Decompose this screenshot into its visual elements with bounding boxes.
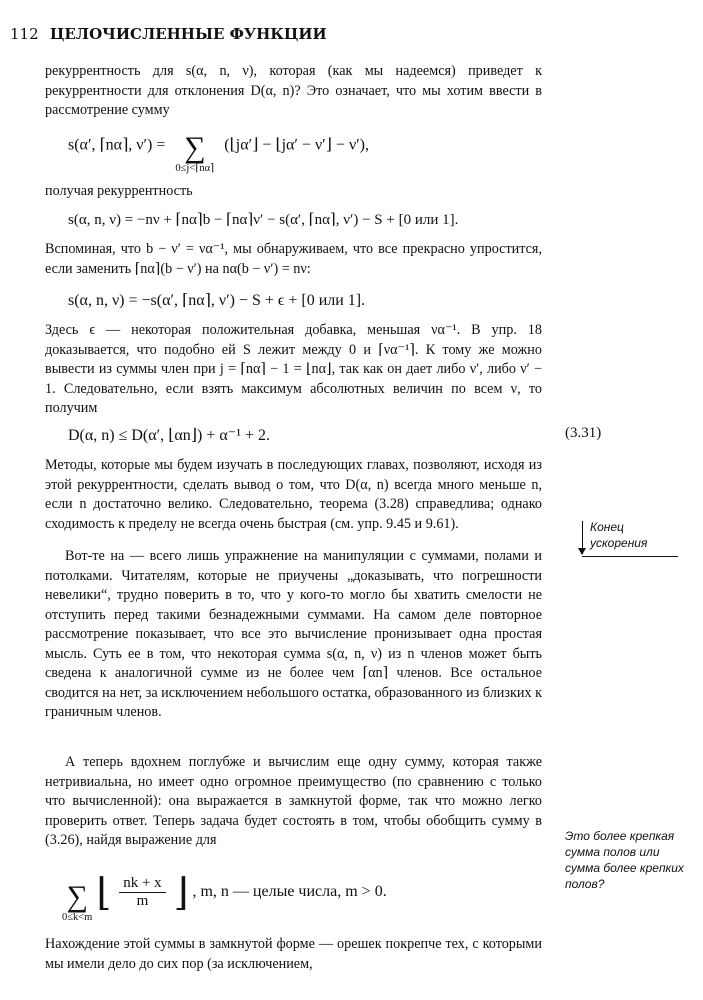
equation-1-lhs: s(α′, ⌈nα⌉, ν′) = xyxy=(68,136,166,154)
equation-3: s(α, n, ν) = −s(α′, ⌈nα⌉, ν′) − S + ϵ + [0 или 1]. xyxy=(68,292,366,309)
paragraph-6: Вот-те на — всего лишь упражнение на манипуляции с суммами, полами и потолками. Читателям, которые не приучены „доказывать, что погрешности невелики“, трудно поверить в то, что у кого-то могло бы хватить смелости не отступить перед такими безнадежными суммами. На самом деле повторное рассмотрение показывает, что все это вычисление пронизывает одна простая мысль. Суть ее в том, что некоторая сумма s(α, n, ν) из n членов может быть сведена к аналогичной сумме из не более чем ⌈αn⌉ членов. Все остальное сводится на нет, за исключением небольшого остатка, образованного из близких к граничным членов. xyxy=(45,548,542,720)
sum-sign-2 xyxy=(62,879,93,924)
fraction-denominator: m xyxy=(136,893,149,909)
sigma-symbol: ∑ xyxy=(184,131,206,164)
equation-1 xyxy=(68,125,370,174)
equation-1-rhs: (⌊jα′⌋ − ⌊jα′ − ν′⌋ − ν′), xyxy=(224,136,370,154)
margin-horizontal-rule xyxy=(582,556,678,557)
margin-note-question: Это более крепкая сумма полов или сумма более крепких полов? xyxy=(565,829,684,891)
equation-4-body: D(α, n) ≤ D(α′, ⌊αn⌋) + α⁻¹ + 2. xyxy=(68,427,271,444)
paragraph-7: А теперь вдохнем поглубже и вычислим еще одну сумму, которая также нетривиальна, но имеет одно огромное преимущество (по сравнению с только что вычисленной): она выражается в замкнутой форме, так что можно легко проверить ответ. Теперь задача будет состоять в том, чтобы обобщить сумму в (3.26), найдя выражение для xyxy=(45,754,542,848)
equation-4 xyxy=(68,425,658,445)
page-number: 112 xyxy=(10,25,39,43)
paragraph-2: получая рекуррентность xyxy=(45,183,193,199)
margin-note-end-acceleration xyxy=(582,519,682,551)
equation-5 xyxy=(62,870,387,923)
paragraph-3: Вспоминая, что b − ν′ = να⁻¹, мы обнаруживаем, что все прекрасно упростится, если заменить ⌈nα⌉(b − ν′) на nα(b − ν′) = nν: xyxy=(45,241,542,277)
paragraph-8: Нахождение этой суммы в замкнутой форме — орешек покрепче тех, с которыми мы имели дело до сих пор (за исключением, xyxy=(45,936,542,972)
fraction xyxy=(119,875,165,910)
equation-2: s(α, n, ν) = −nν + ⌈nα⌉b − ⌈nα⌉ν′ − s(α′, ⌈nα⌉, ν′) − S + [0 или 1]. xyxy=(68,212,459,228)
sum-sign-1 xyxy=(175,133,214,175)
fraction-numerator: nk + x xyxy=(119,875,165,893)
left-floor-bracket: ⌊ xyxy=(96,872,112,914)
running-header xyxy=(10,25,570,43)
equation-1-limits: 0≤j<⌈nα⌉ xyxy=(175,163,215,174)
margin-note-line-1: Конец xyxy=(590,520,624,534)
paragraph-1: рекуррентность для s(α, n, ν), которая (как мы надеемся) приведет к рекуррентности для отклонения D(α, n)? Это означает, что мы хотим ввести в рассмотрение сумму xyxy=(45,63,542,118)
down-arrow-icon xyxy=(578,548,586,555)
running-title: ЦЕЛОЧИСЛЕННЫЕ ФУНКЦИИ xyxy=(49,25,327,43)
paragraph-4: Здесь ϵ — некоторая положительная добавка, меньшая να⁻¹. В упр. 18 доказывается, что подобно ей S лежит между 0 и ⌈να⁻¹⌉. К тому же можно вывести из суммы член при j = ⌈nα⌉ − 1 = ⌊nα⌋, так как он дает либо ν′, либо ν′ − 1. Следовательно, если взять максимум абсолютных величин по всем ν, то получим xyxy=(45,322,542,416)
equation-5-limits: 0≤k<m xyxy=(62,911,93,923)
margin-note-line-2: ускорения xyxy=(590,536,648,550)
equation-4-number: (3.31) xyxy=(565,425,602,441)
sigma-symbol-2: ∑ xyxy=(66,879,88,913)
right-floor-bracket: ⌋ xyxy=(173,872,189,914)
equation-5-rhs: , m, n — целые числа, m > 0. xyxy=(192,883,387,901)
paragraph-5: Методы, которые мы будем изучать в последующих главах, позволяют, исходя из этой рекуррентности, сделать вывод о том, что D(α, n) всегда много меньше n, если n достаточно велико. Следовательно, теорема (3.28) справедлива; однако сходимость к пределу не всегда очень быстрая (см. упр. 9.45 и 9.61). xyxy=(45,457,542,532)
